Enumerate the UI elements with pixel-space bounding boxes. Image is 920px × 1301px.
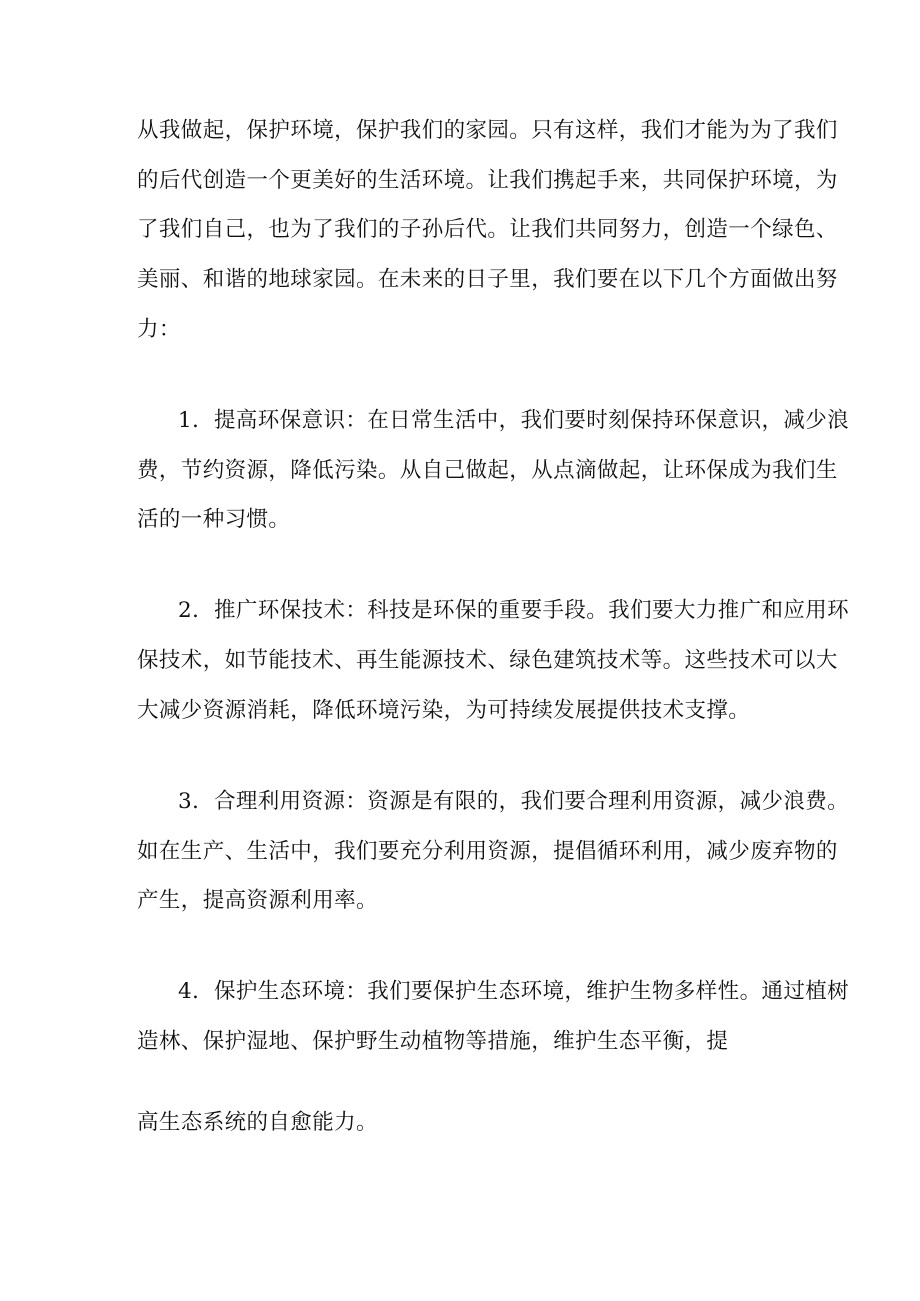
item-2-line: 保技术，如节能技术、再生能源技术、绿色建筑技术等。这些技术可以大 — [137, 648, 838, 673]
item-2-line: 大减少资源消耗，降低环境污染，为可持续发展提供技术支撑。 — [137, 698, 751, 723]
item-1-line: 1．提高环保意识：在日常生活中，我们要时刻保持环保意识，减少浪 — [178, 408, 850, 433]
item-4-line: 造林、保护湿地、保护野生动植物等措施，维护生态平衡，提 — [137, 1029, 729, 1054]
intro-line: 美丽、和谐的地球家园。在未来的日子里，我们要在以下几个方面做出努 — [137, 267, 838, 292]
item-4-line: 4．保护生态环境：我们要保护生态环境，维护生物多样性。通过植树 — [178, 979, 850, 1004]
item-2-line: 2．推广环保技术：科技是环保的重要手段。我们要大力推广和应用环 — [178, 598, 850, 623]
item-3-line: 产生，提高资源利用率。 — [137, 888, 378, 913]
intro-line: 从我做起，保护环境，保护我们的家园。只有这样，我们才能为为了我们 — [137, 118, 838, 143]
item-1-line: 活的一种习惯。 — [137, 507, 291, 532]
intro-line: 了我们自己，也为了我们的子孙后代。让我们共同努力，创造一个绿色、 — [137, 217, 838, 242]
intro-line: 力： — [137, 317, 181, 342]
item-3-line: 如在生产、生活中，我们要充分利用资源，提倡循环利用，减少废弃物的 — [137, 839, 838, 864]
item-4-line: 高生态系统的自愈能力。 — [137, 1110, 378, 1135]
item-3-line: 3．合理利用资源：资源是有限的，我们要合理利用资源，减少浪费。 — [178, 789, 850, 814]
item-1-line: 费，节约资源，降低污染。从自己做起，从点滴做起，让环保成为我们生 — [137, 458, 838, 483]
intro-line: 的后代创造一个更美好的生活环境。让我们携起手来，共同保护环境，为 — [137, 168, 838, 193]
